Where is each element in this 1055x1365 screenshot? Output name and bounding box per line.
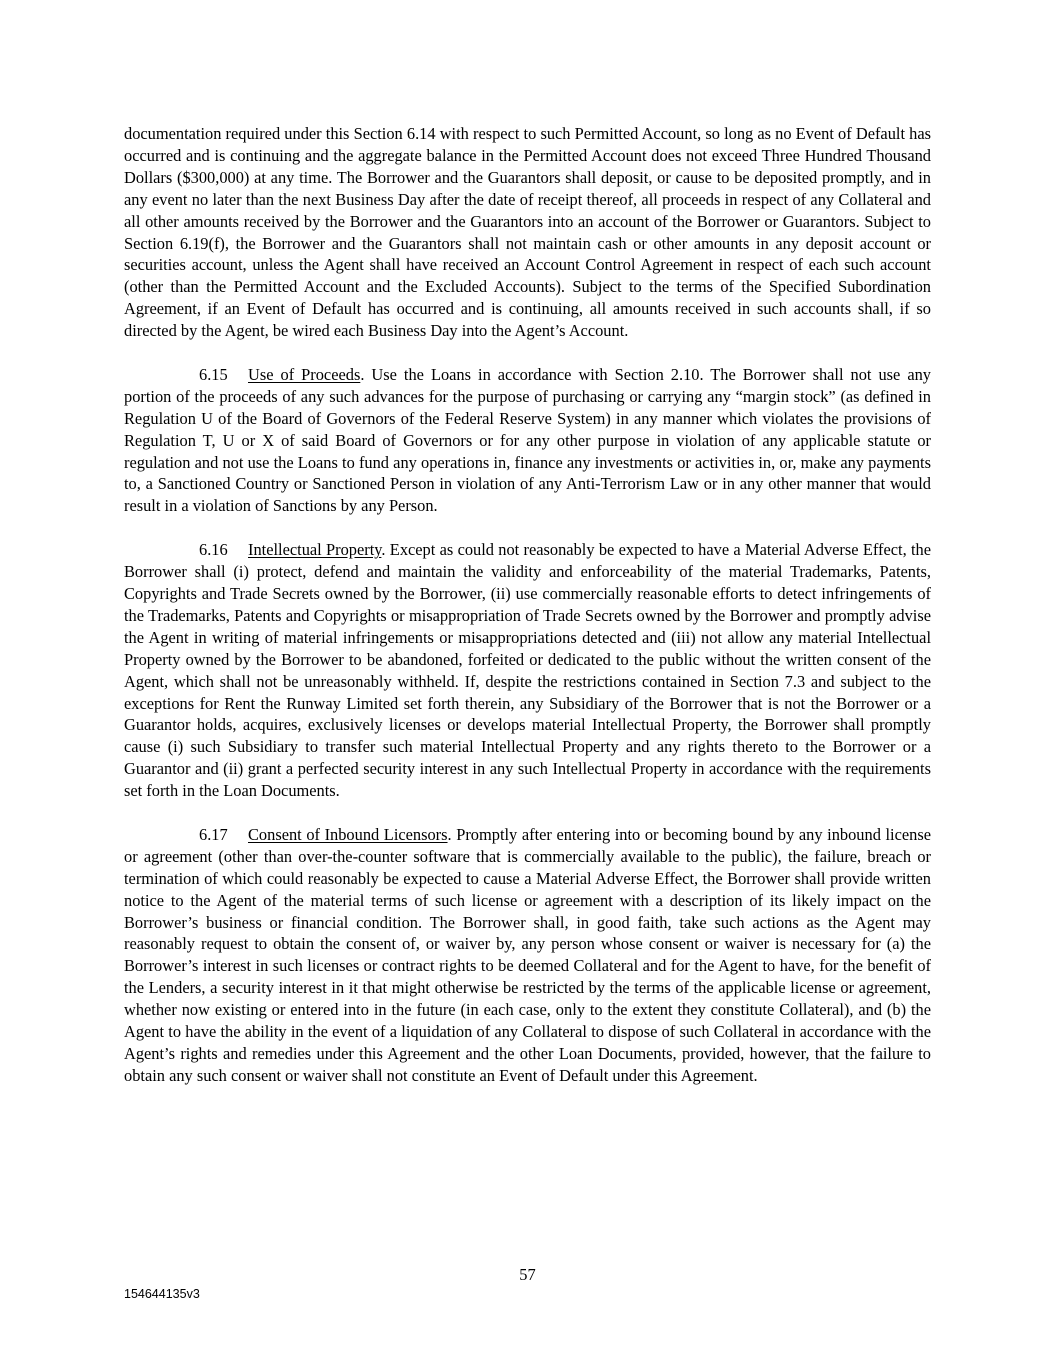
section-body: . Except as could not reasonably be expected to have a Material Adverse Effect, the Borrower shall (i) protect, defend and maintain the validity and enforceability of the material Trademarks, Patents, Copyrights and Trade Secrets owned by the Borrower, (ii) use commercially reasonable efforts to detect infringements of the Trademarks, Patents and Copyrights or misappropriation of Trade Secrets owned by the Borrower and promptly advise the Agent in writing of material infringements or misappropriations detected and (iii) not allow any material Intellectual Property owned by the Borrower to be abandoned, forfeited or dedicated to the public without the written consent of the Agent, which shall not be unreasonably withheld. If, despite the restrictions contained in Section 7.3 and subject to the exceptions for Rent the Runway Limited set forth therein, any Subsidiary of the Borrower that is not the Borrower or a Guarantor holds, acquires, exclusively licenses or develops material Intellectual Property, the Borrower shall promptly cause (i) such Subsidiary to transfer such material Intellectual Property and any rights thereto to the Borrower or a Guarantor and (ii) grant a perfected security interest in any such Intellectual Property in accordance with the requirements set forth in the Loan Documents.	[124, 540, 931, 801]
section-number: 6.16	[199, 540, 228, 560]
section-6-16	[124, 539, 931, 802]
section-title: Use of Proceeds	[248, 364, 361, 384]
section-title: Intellectual Property	[248, 540, 382, 560]
section-body: . Use the Loans in accordance with Section 2.10. The Borrower shall not use any portion of the proceeds of any such advances for the purpose of purchasing or carrying any “margin stock” (as defined in Regulation U of the Board of Governors of the Federal Reserve System) in any manner which violates the provisions of Regulation T, U or X of said Board of Governors or for any other purpose in violation of any applicable statute or regulation and not use the Loans to fund any operations in, finance any investments or activities in, or, make any payments to, a Sanctioned Country or Sanctioned Person in violation of any Anti-Terrorism Law or in any other manner that would result in a violation of Sanctions by any Person.	[124, 364, 931, 516]
document-id: 154644135v3	[124, 1287, 200, 1301]
section-number: 6.17	[199, 824, 228, 844]
section-body: . Promptly after entering into or becoming bound by any inbound license or agreement (other than over-the-counter software that is commercially available to the public), the failure, breach or termination of which could reasonably be expected to cause a Material Adverse Effect, the Borrower shall provide written notice to the Agent of the material terms of such license or agreement with a description of its likely impact on the Borrower’s business or financial condition. The Borrower shall, in good faith, take such actions as the Agent may reasonably request to obtain the consent of, or waiver by, any person whose consent or waiver is necessary for (a) the Borrower’s interest in such licenses or contract rights to be deemed Collateral and for the Agent to have, for the benefit of the Lenders, a security interest in it that might otherwise be restricted by the terms of the applicable license or agreement, whether now existing or entered into in the future (in each case, only to the extent they constitute Collateral), and (b) the Agent to have the ability in the event of a liquidation of any Collateral to dispose of such Collateral in accordance with the Agent’s rights and remedies under this Agreement and the other Loan Documents, provided, however, that the failure to obtain any such consent or waiver shall not constitute an Event of Default under this Agreement.	[124, 824, 931, 1085]
section-6-17	[124, 824, 931, 1087]
document-page	[124, 123, 931, 1109]
continuation-paragraph: documentation required under this Section 6.14 with respect to such Permitted Account, so long as no Event of Default has occurred and is continuing and the aggregate balance in the Permitted Account does not exceed Three Hundred Thousand Dollars ($300,000) at any time. The Borrower and the Guarantors shall deposit, or cause to be deposited promptly, and in any event no later than the next Business Day after the date of receipt thereof, all proceeds in respect of any Collateral and all other amounts received by the Borrower and the Guarantors into an account of the Borrower or Guarantors. Subject to Section 6.19(f), the Borrower and the Guarantors shall not maintain cash or other amounts in any deposit account or securities account, unless the Agent shall have received an Account Control Agreement in respect of each such account (other than the Permitted Account and the Excluded Accounts). Subject to the terms of the Specified Subordination Agreement, if an Event of Default has occurred and is continuing, all amounts received in such accounts shall, if so directed by the Agent, be wired each Business Day into the Agent’s Account.	[124, 124, 931, 341]
section-title: Consent of Inbound Licensors	[248, 824, 448, 844]
section-6-15	[124, 364, 931, 517]
section-number: 6.15	[199, 364, 228, 384]
page-number: 57	[519, 1265, 536, 1284]
